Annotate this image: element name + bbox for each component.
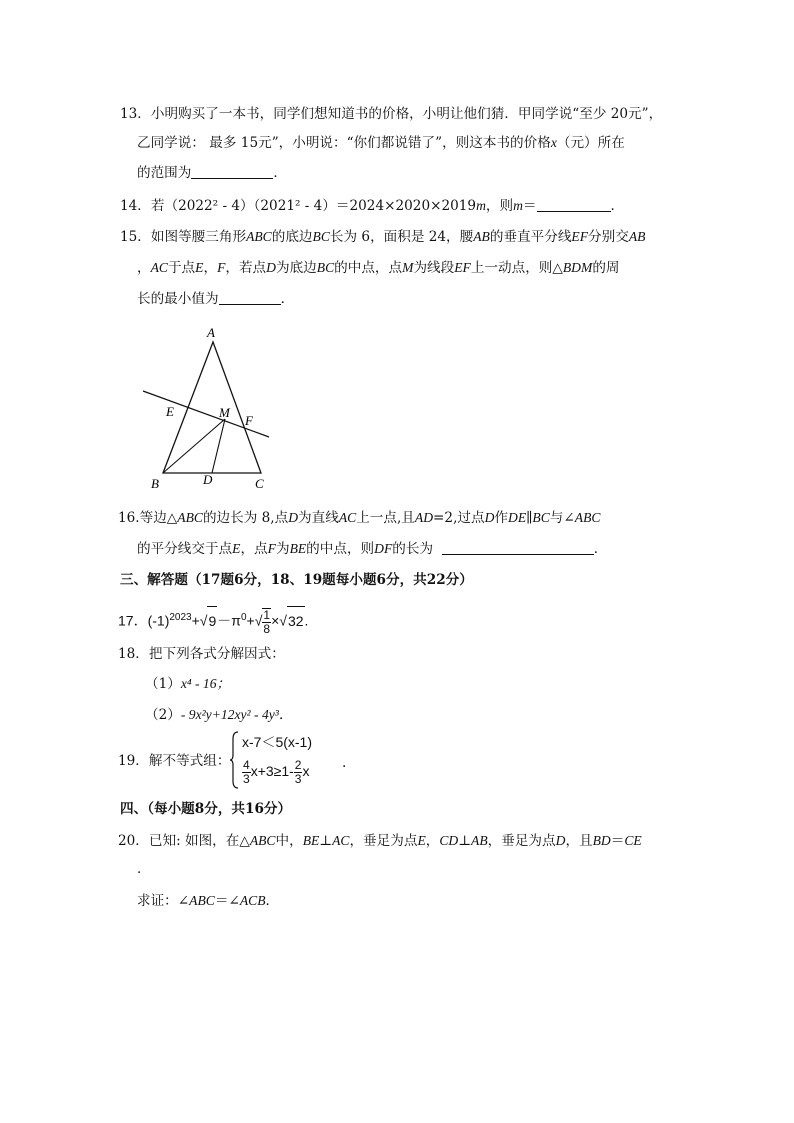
q16-bc: BC [532, 510, 550, 525]
q16-df: DF [374, 541, 393, 556]
q15-line1 [120, 228, 645, 246]
q15-f: F [217, 260, 226, 275]
q15-t8: 为底边 [275, 260, 317, 276]
q13-line2 [137, 134, 625, 152]
q15-triangle-figure [135, 322, 285, 494]
q16-t7: 与∠ [549, 510, 575, 526]
q17-period: . [304, 612, 309, 629]
q15-t6: ， [203, 260, 218, 276]
q13-line1: 13．小明购买了一本书，同学们想知道书的价格，小明让他们猜．甲同学说“至少 20元”， [120, 106, 663, 122]
section3-heading: 三、解答题（17题6分，18、19题每小题6分，共22分） [120, 572, 473, 588]
q19-frac2-num: 2 [294, 757, 302, 772]
q15-m: M [402, 260, 414, 275]
q15-line2 [137, 259, 620, 277]
section4-heading: 四、（每小题8分，共16分） [120, 801, 292, 817]
label-d: D [203, 472, 213, 487]
q20-abc2: ABC [189, 893, 215, 908]
q15-bc: BC [312, 229, 330, 244]
q15-t5: 于点 [167, 260, 196, 276]
q16-abc2: ABC [574, 510, 601, 525]
left-brace-icon [229, 731, 239, 789]
q18-p1-label: （1） [145, 676, 181, 692]
q20-ab: AB [471, 833, 488, 848]
q16-ad: AD [414, 510, 434, 525]
q20-prove-label: 求证：∠ [137, 893, 190, 909]
q15-line3 [137, 290, 294, 308]
q19-row1: x-7＜5(x-1) [242, 734, 313, 750]
q14-var-m: m [476, 198, 486, 213]
q20-t1: 中， [275, 833, 303, 849]
q16-t6: ∥ [526, 510, 533, 526]
q16-abc: ABC [177, 510, 203, 525]
q20-t7: ，且 [565, 833, 593, 849]
q19-row2-x: x [302, 763, 310, 779]
q15-t5a: ， [137, 260, 151, 276]
q20-eq: ＝∠ [214, 893, 240, 909]
q17-base: (-1) [147, 612, 170, 629]
q15-ef2: EF [454, 260, 471, 275]
q16-t11: 的长为 [392, 541, 434, 557]
q20-t0: 20．已知: 如图，在△ [118, 833, 250, 849]
q17-fraction [262, 608, 271, 636]
q19-frac1 [242, 759, 251, 786]
q20-d: D [555, 833, 566, 848]
q16-t1: 的边长为 8,点 [202, 510, 289, 526]
q20-t6: ，垂足为点 [487, 833, 556, 849]
q19-frac1-num: 4 [243, 757, 250, 772]
label-b: B [151, 476, 159, 491]
q15-t7: ，若点 [225, 260, 267, 276]
q14-answer-blank[interactable] [537, 197, 611, 212]
q18-p1-expr: x⁴ - 16； [180, 676, 231, 691]
q16-t8a: 的平分线交于点 [137, 541, 233, 557]
label-c: C [255, 476, 264, 491]
q16-t0: 16.等边△ [118, 510, 178, 526]
segment-bm [163, 419, 225, 473]
q19-label: 19．解不等式组： [118, 753, 231, 769]
q13-text-end: （元）所在 [556, 135, 625, 151]
q15-t4: 分别交 [588, 229, 629, 245]
q19-frac1-den: 3 [243, 771, 250, 786]
q20-t5: ⊥ [458, 833, 472, 849]
q13-var-x: x [550, 135, 557, 150]
q20-bd: BD [592, 833, 611, 848]
q17-number: 17． [118, 612, 148, 629]
q13-range-label: 的范围为 [137, 165, 192, 181]
q16-e: E [232, 541, 241, 556]
q16-d: D [288, 510, 299, 525]
q17-times: × [271, 612, 280, 629]
q16-t8: ，点 [240, 541, 268, 557]
q18-p2-label: （2） [145, 707, 181, 723]
q13-text: 乙同学说： 最多 15元”，小明说：“你们都说错了”，则这本书的价格 [137, 135, 551, 151]
q15-t12: 的周 [592, 260, 620, 276]
q20-be: BE [302, 833, 320, 848]
segment-dm [212, 419, 225, 473]
q17-radicand-9: 9 [207, 606, 217, 635]
q15-t10: 为线段 [413, 260, 455, 276]
q18-title: 18．把下列各式分解因式： [118, 646, 285, 662]
q17-plus2: + [246, 612, 255, 629]
q15-t0: 15．如图等腰三角形 [120, 229, 247, 245]
q20-t2: ⊥ [319, 833, 333, 849]
q19-period: . [342, 755, 347, 771]
q20-t3: ，垂足为点 [349, 833, 418, 849]
q20-abc: ABC [249, 833, 276, 848]
q17-fraction-num: 1 [263, 607, 271, 622]
q14-var-m2: m [513, 198, 523, 213]
q16-line2 [137, 540, 607, 558]
q16-d2: D [484, 510, 495, 525]
q15-t1: 的底边 [271, 229, 313, 245]
q20-ac: AC [332, 833, 350, 848]
q20-t4: ， [425, 833, 440, 849]
q19-brace [229, 731, 239, 789]
q16-t4: =2,过点 [433, 510, 485, 526]
q17-line: 17．$(-1)^{2023}+√9-\pi^0+√$ $\frac{1}{8}$ ×√32. [118, 604, 308, 632]
label-m: M [219, 405, 230, 420]
q16-f: F [267, 541, 276, 556]
q15-ab2: AB [628, 229, 646, 244]
label-f: F [245, 413, 253, 428]
q18-p2-expr: - 9x²y+12xy² - 4y³． [180, 707, 293, 722]
q16-answer-blank[interactable] [442, 540, 594, 555]
q14-eq: ＝ [522, 198, 537, 214]
q20-period: ． [265, 893, 280, 909]
q15-d: D [266, 260, 276, 275]
q16-t10: 的中点，则 [306, 541, 375, 557]
q16-de: DE [508, 510, 527, 525]
q13-period: ． [273, 165, 287, 181]
q15-ac: AC [150, 260, 168, 275]
q15-t11: 上一动点，则△ [470, 260, 563, 276]
q16-line1 [118, 509, 600, 527]
q15-t3: 的垂直平分线 [489, 229, 572, 245]
q16-t3: 上一点,且 [356, 510, 415, 526]
label-a: A [207, 325, 215, 340]
q15-bc2: BC [316, 260, 335, 275]
q17-plus: + [191, 612, 200, 629]
q13-line3 [137, 164, 287, 182]
q16-t5: 作 [494, 510, 509, 526]
q15-t9: 的中点，点 [334, 260, 403, 276]
q17-exponent-0: 0 [240, 612, 247, 623]
label-e: E [166, 404, 174, 419]
q17-radicand-32: 32 [287, 606, 305, 635]
q16-be: BE [289, 541, 307, 556]
q20-acb: ACB [239, 893, 266, 908]
q15-t2: 长为 6，面积是 24，腰 [329, 229, 474, 245]
q19-row2 [242, 756, 309, 786]
q20-t8: ＝ [610, 833, 625, 849]
q17-pi: －π [217, 612, 241, 629]
q17-exponent: 2023 [169, 612, 192, 623]
q20-line1 [118, 832, 642, 850]
q17-fraction-den: 8 [263, 621, 271, 636]
q14-text: ，则 [485, 198, 514, 214]
q18-part1 [145, 675, 230, 693]
q20-cd: CD [439, 833, 459, 848]
q15-bdm: BDM [562, 260, 593, 275]
q15-ab: AB [473, 229, 490, 244]
q14-period: ． [610, 198, 625, 214]
q19-row2-mid: x+3≥1- [250, 763, 294, 779]
triangle-abc [163, 342, 261, 473]
q16-t9: 为 [275, 541, 290, 557]
q15-e: E [195, 260, 204, 275]
q15-min-label: 长的最小值为 [137, 291, 219, 307]
q18-part2 [145, 706, 292, 724]
q20-ce: CE [624, 833, 642, 848]
q13-answer-blank[interactable] [191, 164, 273, 179]
q15-answer-blank[interactable] [219, 290, 281, 305]
q14-line [120, 197, 624, 215]
q14-equation: 14．若（2022² - 4）（2021² - 4）＝2024×2020×2019 [120, 198, 477, 214]
q16-ac: AC [338, 510, 357, 525]
q20-dot-line: ． [137, 861, 151, 877]
q19-frac2-den: 3 [294, 771, 302, 786]
q20-e: E [417, 833, 426, 848]
q15-period: ． [280, 291, 295, 307]
q15-abc: ABC [246, 229, 272, 244]
q20-prove-line [137, 892, 279, 910]
q16-period: ． [593, 541, 608, 557]
q15-ef: EF [571, 229, 589, 244]
q16-t2: 为直线 [298, 510, 339, 526]
